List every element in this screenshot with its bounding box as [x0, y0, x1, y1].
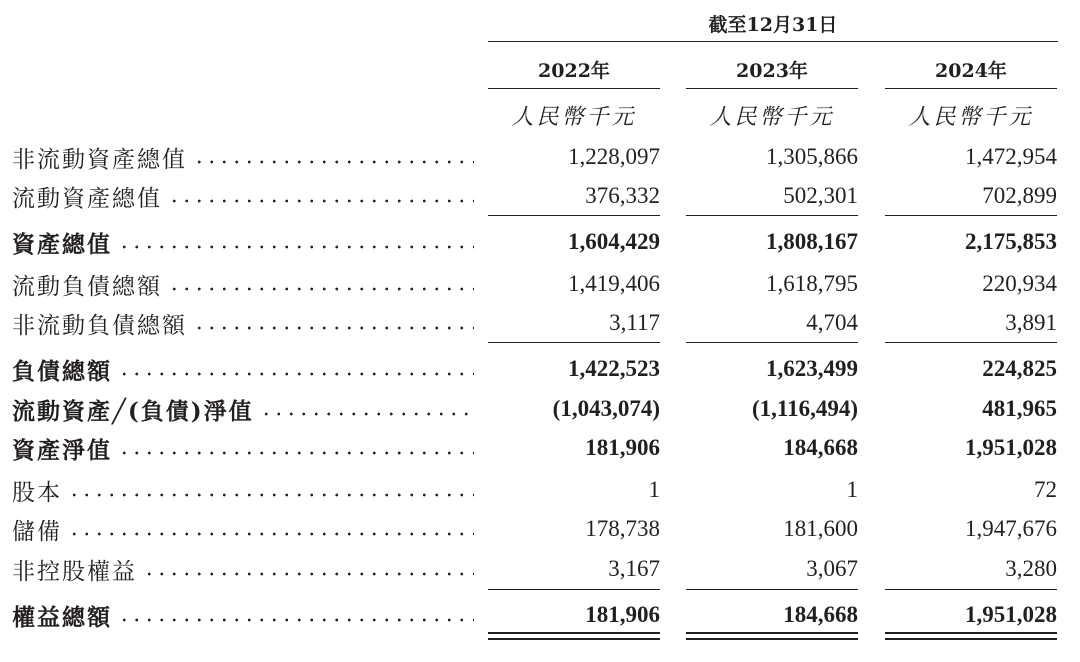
row-label: 負債總額: [12, 357, 112, 385]
period-rule: [488, 41, 1058, 42]
unit-label-2023: 人民幣千元: [709, 105, 835, 130]
value-2022: 3,167: [608, 556, 660, 581]
row-current-assets: [0, 176, 1080, 216]
value-2023: 1,623,499: [766, 356, 858, 381]
leader-dots: [168, 286, 474, 292]
year-2023-header: 2023年: [736, 60, 808, 82]
unit-label-2022: 人民幣千元: [511, 105, 637, 130]
row-label: 非流動資產總值: [12, 146, 187, 173]
leader-dots: [168, 198, 474, 204]
leader-dots: [260, 411, 474, 417]
value-2023: 1,808,167: [766, 229, 858, 254]
value-2023: 3,067: [806, 556, 858, 581]
value-2022: 181,906: [585, 602, 660, 627]
leader-dots: [143, 571, 474, 577]
value-2023: 184,668: [783, 602, 858, 627]
subtotal-rule-2022: [488, 215, 660, 216]
value-2024: 220,934: [982, 271, 1057, 296]
row-label: 非流動負債總額: [12, 312, 187, 339]
row-reserves: [0, 509, 1080, 549]
value-2024: 3,280: [1005, 556, 1057, 581]
year-rule-2022: [488, 88, 660, 89]
value-2024: 1,951,028: [965, 602, 1057, 627]
row-label: 流動負債總額: [12, 273, 162, 300]
leader-dots: [68, 531, 474, 537]
row-label: 股本: [12, 479, 62, 506]
value-2022: 181,906: [585, 435, 660, 460]
subtotal-rule-2022: [488, 342, 660, 343]
row-non-current-liabilities: [0, 303, 1080, 343]
value-2022: 1,422,523: [568, 356, 660, 381]
value-2024: 2,175,853: [965, 229, 1057, 254]
row-label: 資產總值: [12, 230, 112, 258]
value-2022: 1,604,429: [568, 229, 660, 254]
value-2022: 376,332: [585, 183, 660, 208]
row-non-current-assets: [0, 137, 1080, 177]
row-label: 非控股權益: [12, 558, 137, 585]
value-2022: 1,419,406: [568, 271, 660, 296]
value-2024: 72: [1034, 477, 1057, 502]
value-2024: 702,899: [982, 183, 1057, 208]
double-rule-2023: [686, 632, 858, 640]
value-2024: 1,947,676: [965, 516, 1057, 541]
row-label: 流動資產╱(負債)淨值: [12, 397, 254, 425]
leader-dots: [118, 371, 474, 377]
row-label: 儲備: [12, 518, 62, 545]
year-rule-2023: [686, 88, 858, 89]
row-total-equity: [0, 595, 1080, 635]
value-2024: 3,891: [1005, 310, 1057, 335]
row-label: 資產淨值: [12, 436, 112, 464]
row-net-assets: [0, 428, 1080, 468]
value-2024: 1,951,028: [965, 435, 1057, 460]
row-non-controlling-interests: [0, 549, 1080, 589]
subtotal-rule-2024: [885, 589, 1057, 590]
unit-label-2024: 人民幣千元: [908, 105, 1034, 130]
value-2022: 1,228,097: [568, 144, 660, 169]
year-2022-header: 2022年: [538, 60, 610, 82]
leader-dots: [118, 617, 474, 623]
value-2023: 4,704: [806, 310, 858, 335]
value-2023: 184,668: [783, 435, 858, 460]
row-total-liabilities: [0, 349, 1080, 389]
value-2023: (1,116,494): [751, 396, 858, 421]
row-net-current-assets: [0, 389, 1080, 429]
double-rule-2024: [885, 632, 1057, 640]
row-total-assets: [0, 222, 1080, 262]
leader-dots: [68, 492, 474, 498]
value-2023: 1,305,866: [766, 144, 858, 169]
leader-dots: [118, 450, 474, 456]
subtotal-rule-2022: [488, 589, 660, 590]
value-2024: 481,965: [982, 396, 1057, 421]
value-2022: 1: [648, 477, 660, 502]
value-2024: 1,472,954: [965, 144, 1057, 169]
value-2022: 3,117: [609, 310, 660, 335]
value-2023: 181,600: [783, 516, 858, 541]
value-2023: 1: [846, 477, 858, 502]
year-2024-header: 2024年: [935, 60, 1007, 82]
value-2022: 178,738: [585, 516, 660, 541]
leader-dots: [193, 159, 474, 165]
row-label: 流動資產總值: [12, 185, 162, 212]
value-2023: 1,618,795: [766, 271, 858, 296]
value-2023: 502,301: [783, 183, 858, 208]
leader-dots: [193, 325, 474, 331]
leader-dots: [118, 244, 474, 250]
row-share-capital: [0, 470, 1080, 510]
subtotal-rule-2023: [686, 589, 858, 590]
value-2024: 224,825: [982, 356, 1057, 381]
period-heading: 截至12月31日: [708, 14, 838, 36]
subtotal-rule-2024: [885, 342, 1057, 343]
row-label: 權益總額: [12, 603, 112, 631]
row-current-liabilities: [0, 264, 1080, 304]
subtotal-rule-2023: [686, 342, 858, 343]
subtotal-rule-2024: [885, 215, 1057, 216]
year-rule-2024: [885, 88, 1057, 89]
double-rule-2022: [488, 632, 660, 640]
value-2022: (1,043,074): [552, 396, 660, 421]
subtotal-rule-2023: [686, 215, 858, 216]
